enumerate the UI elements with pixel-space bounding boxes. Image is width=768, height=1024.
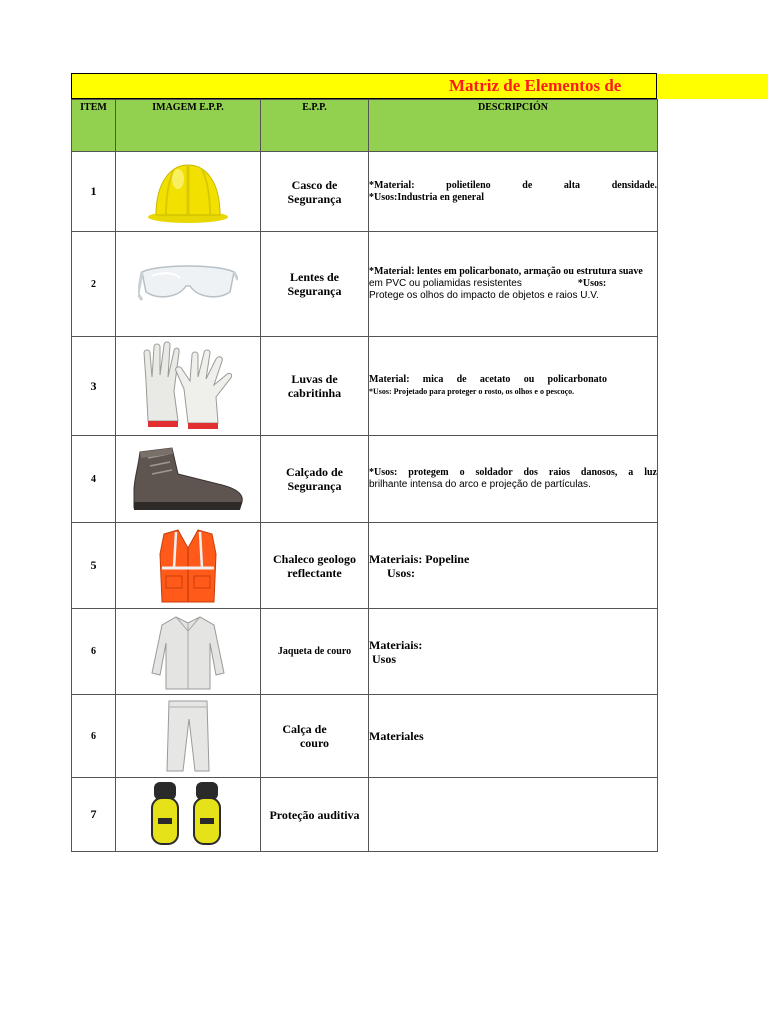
epp-name-line: Calça de [282,722,327,736]
table-row [72,523,658,609]
description-cell [369,695,658,778]
description-line: Usos [372,651,397,666]
epp-name-line: Luvas de [291,372,338,386]
epp-name-line: Proteção auditiva [269,807,360,822]
epp-name [261,337,369,436]
description-cell [369,609,658,695]
table-row [72,436,658,523]
epp-name-line: Casco de [291,177,338,192]
header-row [72,100,658,152]
document-title: Matriz de Elementos de [449,76,622,95]
epp-name-line: Segurança [287,284,342,298]
gloves-icon [138,341,238,431]
description-line: *Usos: [577,278,607,289]
header-image: IMAGEM E.P.P. [116,100,261,152]
epp-name [261,232,369,337]
header-item: ITEM [72,100,116,152]
description-line: *Usos:Industria en general [369,191,485,203]
leather-jacket-icon [148,613,228,691]
description-line: em PVC ou poliamidas resistentes [369,278,522,289]
description-line: Protege os olhos do impacto de objetos e raios U.V. [369,290,599,301]
epp-name-line: Jaqueta de couro [277,645,352,657]
item-number: 1 [72,152,116,232]
epp-name [261,523,369,609]
epp-name-line: couro [299,736,330,750]
image-cell [116,436,261,523]
description-line-combined [369,278,657,290]
description-line: *Usos: Projetado para proteger o rosto, os olhos e o pescoço. [369,387,575,396]
epp-name-line: reflectante [287,565,342,580]
epp-name [261,778,369,852]
item-number: 2 [72,232,116,337]
description-line: *Usos: protegem o soldador dos raios danosos, a luz [369,467,657,478]
reflective-vest-icon [158,528,218,604]
item-number: 6 [72,609,116,695]
description-line: Usos: [387,565,416,580]
description-cell [369,152,658,232]
description-line: Materiais: Popeline [369,551,470,566]
image-cell [116,152,261,232]
description-line: Materiales [369,729,424,743]
epp-name-line: Segurança [287,191,342,206]
description-cell [369,436,658,523]
ear-muffs-icon [148,780,228,850]
table-row [72,609,658,695]
epp-name-line: Calçado de [286,465,343,479]
description-line: Materiais: [369,637,423,652]
epp-name-line: Lentes de [290,270,339,284]
description-cell [369,523,658,609]
image-cell [116,523,261,609]
header-epp: E.P.P. [261,100,369,152]
safety-boot-icon [128,444,248,514]
image-cell [116,337,261,436]
description-line: *Material: lentes em policarbonato, armação ou estrutura suave [369,266,643,277]
epp-name [261,436,369,523]
leather-pants-icon [163,699,213,773]
description-line: *Material: polietileno de alta densidade. [369,179,657,191]
header-description: DESCRIPCIÓN [369,100,658,152]
epp-name-line: Chaleco geologo [273,551,356,566]
image-cell [116,609,261,695]
item-number: 7 [72,778,116,852]
epp-matrix-table [71,99,658,852]
epp-name-line: Segurança [287,479,342,493]
item-number: 4 [72,436,116,523]
item-number: 5 [72,523,116,609]
description-line: brilhante intensa do arco e projeção de partículas. [369,479,591,490]
safety-glasses-icon [138,254,238,314]
epp-name-line: cabritinha [287,386,342,400]
description-cell [369,778,658,852]
epp-name [261,152,369,232]
epp-name [261,609,369,695]
item-number: 3 [72,337,116,436]
item-number: 6 [72,695,116,778]
description-cell [369,232,658,337]
table-row [72,695,658,778]
image-cell [116,778,261,852]
description-line: Material: mica de acetato ou policarbonato [369,374,607,385]
table-row [72,778,658,852]
title-bar-extension [657,74,768,99]
table-row [72,152,658,232]
epp-name [261,695,369,778]
table-row [72,337,658,436]
image-cell [116,232,261,337]
hard-hat-icon [146,157,230,227]
description-cell [369,337,658,436]
image-cell [116,695,261,778]
table-row [72,232,658,337]
